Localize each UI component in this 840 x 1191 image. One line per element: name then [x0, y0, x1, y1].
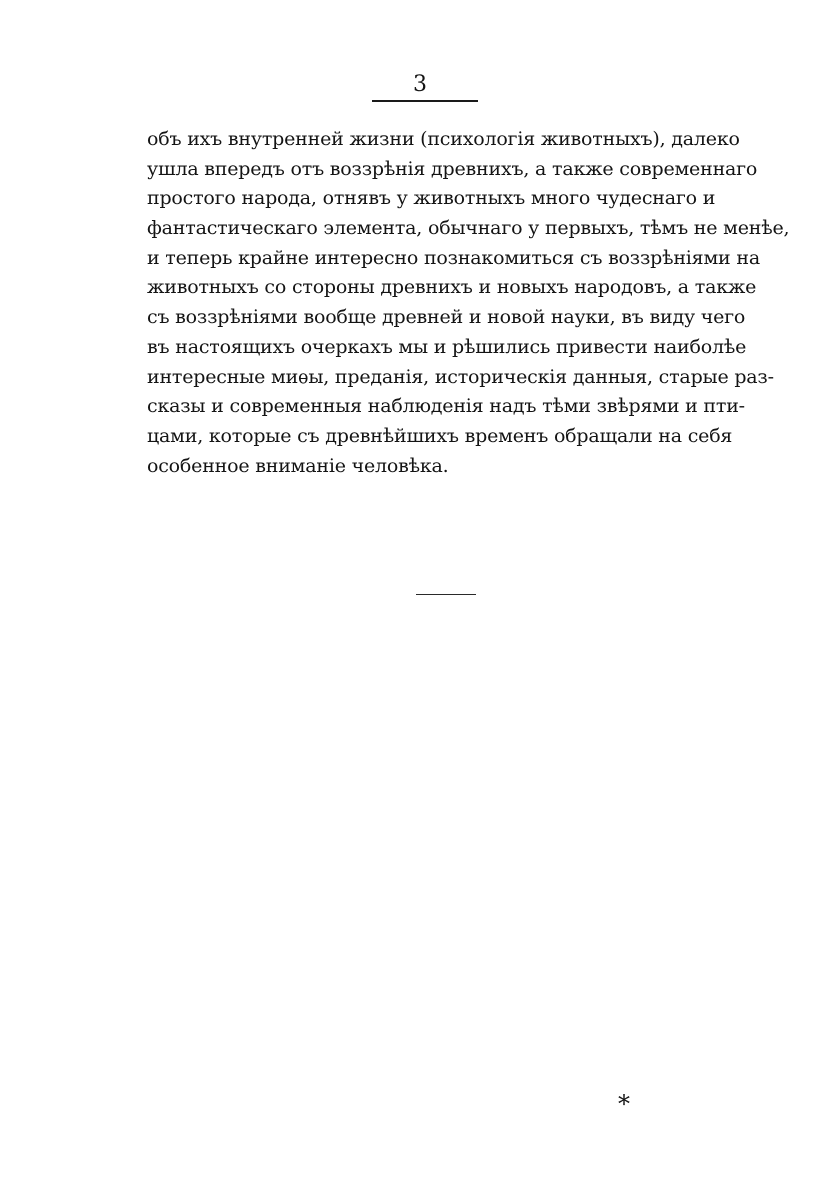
text-line: съ воззрѣніями вообще древней и новой науки, въ виду чего	[147, 306, 746, 329]
header-rule	[372, 100, 478, 102]
page-number: 3	[413, 72, 427, 97]
text-line: въ настоящихъ очеркахъ мы и рѣшились привести наиболѣе	[147, 335, 747, 358]
text-line: цами, которые съ древнѣйшихъ временъ обращали на себя	[147, 424, 733, 447]
text-line: объ ихъ внутренней жизни (психологія животныхъ), далеко	[147, 128, 740, 150]
body-text	[147, 125, 790, 481]
text-line: ушла впередъ отъ воззрѣнія древнихъ, а также современнаго	[147, 157, 758, 180]
text-line: фантастическаго элемента, обычнаго у первыхъ, тѣмъ не менѣе,	[147, 217, 790, 240]
section-end-rule	[416, 594, 476, 595]
text-line: интересные миѳы, преданія, историческія данныя, старые раз-	[147, 365, 774, 388]
text-line: животныхъ со стороны древнихъ и новыхъ народовъ, а также	[147, 276, 757, 299]
text-line: сказы и современныя наблюденія надъ тѣми звѣрями и пти-	[147, 395, 745, 418]
text-line: простого народа, отнявъ у животныхъ много чудеснаго и	[147, 187, 716, 210]
text-line: и теперь крайне интересно познакомиться съ воззрѣніями на	[147, 246, 760, 269]
signature-mark: *	[618, 1090, 630, 1118]
text-line-last: особенное вниманіе человѣка.	[147, 454, 449, 477]
